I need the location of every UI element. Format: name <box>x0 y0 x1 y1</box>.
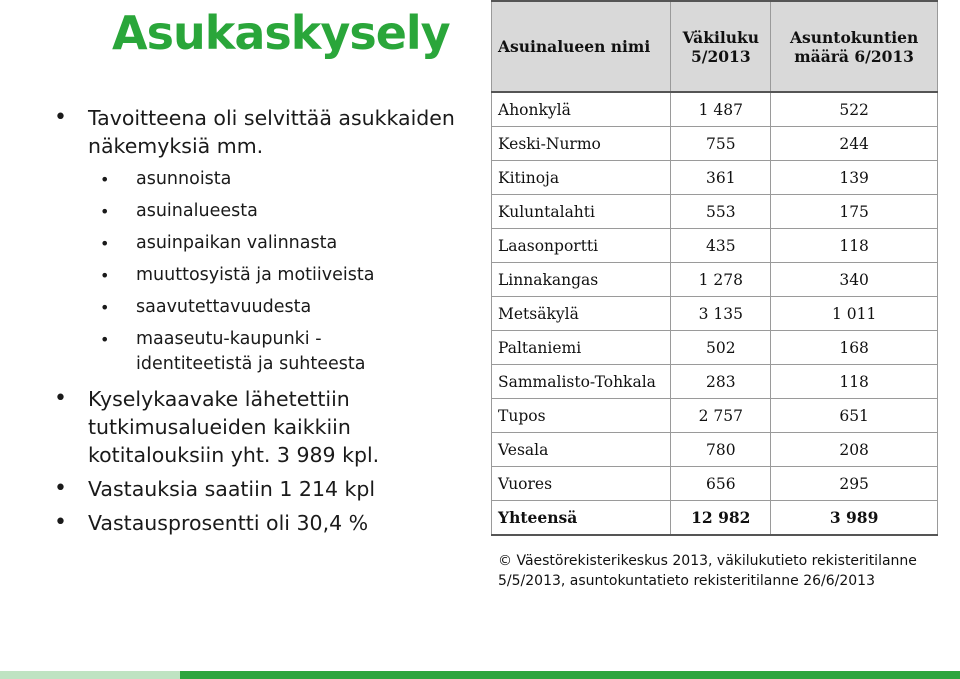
row-households: 175 <box>771 195 938 229</box>
bullet-rate: • Vastausprosentti oli 30,4 % <box>52 509 472 537</box>
bullet-sub-item: • muuttosyistä ja motiiveista <box>52 263 472 288</box>
row-population: 1 278 <box>671 263 771 297</box>
header-population: Väkiluku 5/2013 <box>671 1 771 92</box>
table-row <box>492 433 938 467</box>
source-note: © Väestörekisterikeskus 2013, väkilukutieto rekisteritilanne 5/5/2013, asuntokuntatieto rekisteritilanne 26/6/2013 <box>498 553 917 589</box>
row-households: 118 <box>771 229 938 263</box>
row-population: 361 <box>671 161 771 195</box>
population-table <box>491 0 938 536</box>
row-area-name: Vuores <box>492 467 671 501</box>
table-row <box>492 195 938 229</box>
row-households: 208 <box>771 433 938 467</box>
row-area-name: Kitinoja <box>492 161 671 195</box>
slide-title: Asukaskysely <box>112 6 450 60</box>
row-population: 435 <box>671 229 771 263</box>
table-row <box>492 161 938 195</box>
row-households: 295 <box>771 467 938 501</box>
total-households: 3 989 <box>771 501 938 536</box>
row-households: 168 <box>771 331 938 365</box>
table-row <box>492 263 938 297</box>
row-area-name: Keski-Nurmo <box>492 127 671 161</box>
bullet-sub-item: • saavutettavuudesta <box>52 295 472 320</box>
row-population: 502 <box>671 331 771 365</box>
row-population: 755 <box>671 127 771 161</box>
row-households: 651 <box>771 399 938 433</box>
footer-bar-accent <box>0 671 180 679</box>
header-households: Asuntokuntien määrä 6/2013 <box>771 1 938 92</box>
total-population: 12 982 <box>671 501 771 536</box>
row-households: 340 <box>771 263 938 297</box>
row-population: 1 487 <box>671 92 771 127</box>
table-row <box>492 92 938 127</box>
row-population: 553 <box>671 195 771 229</box>
row-area-name: Ahonkylä <box>492 92 671 127</box>
bullet-sub-item: • asuinpaikan valinnasta <box>52 231 472 256</box>
row-population: 283 <box>671 365 771 399</box>
table-row <box>492 365 938 399</box>
table-row <box>492 229 938 263</box>
row-area-name: Linnakangas <box>492 263 671 297</box>
row-population: 780 <box>671 433 771 467</box>
total-label: Yhteensä <box>492 501 671 536</box>
row-area-name: Paltaniemi <box>492 331 671 365</box>
table-row <box>492 127 938 161</box>
bullet-list <box>52 104 472 537</box>
row-area-name: Sammalisto-Tohkala <box>492 365 671 399</box>
table-row <box>492 399 938 433</box>
row-households: 118 <box>771 365 938 399</box>
table-header-row <box>492 1 938 92</box>
row-households: 244 <box>771 127 938 161</box>
row-population: 3 135 <box>671 297 771 331</box>
row-households: 1 011 <box>771 297 938 331</box>
table-row <box>492 297 938 331</box>
row-area-name: Tupos <box>492 399 671 433</box>
row-area-name: Vesala <box>492 433 671 467</box>
row-population: 2 757 <box>671 399 771 433</box>
bullet-goal: • Tavoitteena oli selvittää asukkaiden näkemyksiä mm. <box>52 104 472 160</box>
row-households: 522 <box>771 92 938 127</box>
header-area-name: Asuinalueen nimi <box>492 1 671 92</box>
row-area-name: Kuluntalahti <box>492 195 671 229</box>
bullet-sub-item: • asunnoista <box>52 167 472 192</box>
bullet-sub-item: • asuinalueesta <box>52 199 472 224</box>
bullet-responses: • Vastauksia saatiin 1 214 kpl <box>52 475 472 503</box>
table-row <box>492 467 938 501</box>
bullet-sub-item: • maaseutu-kaupunki -identiteetistä ja suhteesta <box>52 327 436 377</box>
row-population: 656 <box>671 467 771 501</box>
table-row <box>492 331 938 365</box>
table-total-row <box>492 501 938 536</box>
row-area-name: Metsäkylä <box>492 297 671 331</box>
row-households: 139 <box>771 161 938 195</box>
row-area-name: Laasonportti <box>492 229 671 263</box>
bullet-survey: • Kyselykaavake lähetettiin tutkimusalueiden kaikkiin kotitalouksiin yht. 3 989 kpl. <box>52 385 472 469</box>
